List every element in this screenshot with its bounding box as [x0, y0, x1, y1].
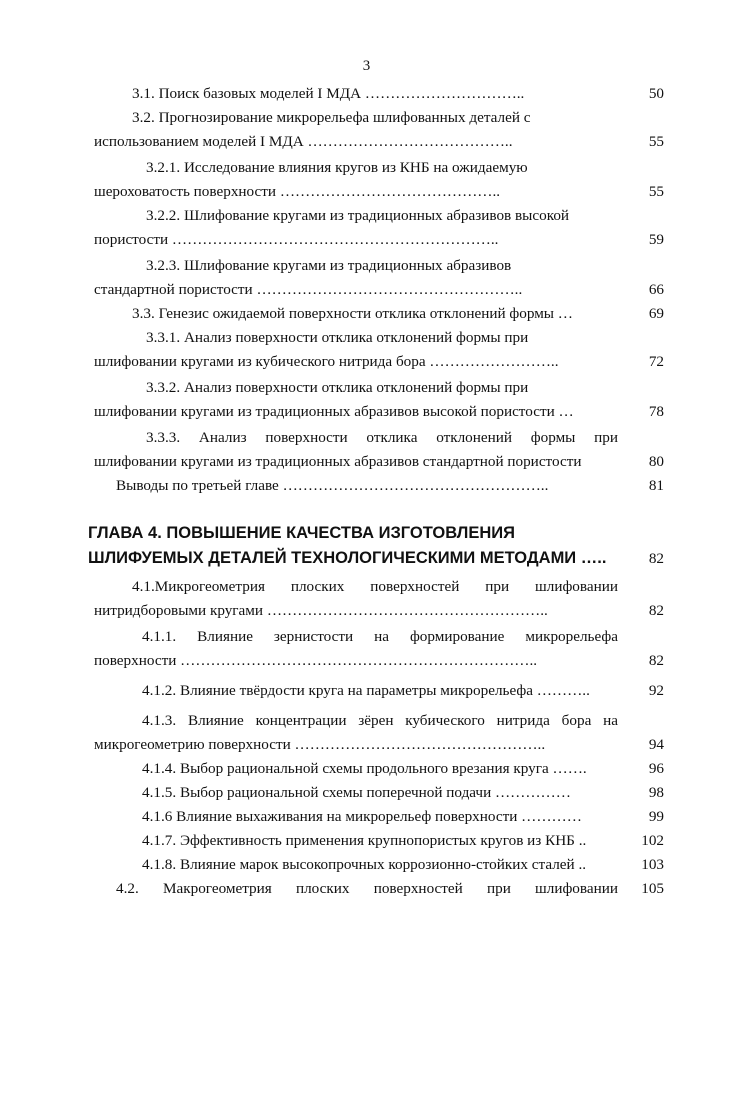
toc-entry-page: 96: [648, 760, 664, 777]
toc-entry-title-cont: нитридборовыми кругами ………………………………………………..: [94, 602, 548, 619]
toc-entry-3-3: [94, 302, 664, 326]
toc-entry-4-1-6: [94, 805, 664, 829]
toc-entry-title-cont: шероховатость поверхности ……………………………………..: [94, 183, 501, 200]
toc-entry-page: 82: [648, 652, 664, 669]
toc-entry-title: 4.1.Микрогеометрия плоских поверхностей при шлифовании: [132, 578, 618, 595]
toc-entry-title: 3.1. Поиск базовых моделей I МДА …………………………..: [132, 85, 525, 102]
toc-entry-title-cont: поверхности ……………………………………………………………..: [94, 652, 538, 669]
toc-entry-4-2: [94, 877, 664, 901]
toc-entry-title: 3.3.3. Анализ поверхности отклика отклонений формы при: [146, 429, 618, 446]
toc-entry-3-2-1: [94, 156, 664, 204]
toc-entry-4-1-7: [94, 829, 664, 853]
toc-entry-conclusions: [94, 474, 664, 498]
toc-entry-3-2-3: [94, 254, 664, 302]
toc-entry-page: 69: [648, 305, 664, 322]
toc-entry-page: 82: [648, 550, 664, 567]
toc-entry-title-cont: использованием моделей I МДА …………………………………..: [94, 133, 513, 150]
toc-entry-title-cont: стандартной пористости ……………………………………………..: [94, 281, 523, 298]
toc-entry-title: 3.3. Генезис ожидаемой поверхности отклика отклонений формы …: [132, 305, 573, 322]
chapter-title-line1: ГЛАВА 4. ПОВЫШЕНИЕ КАЧЕСТВА ИЗГОТОВЛЕНИЯ: [88, 524, 515, 542]
toc-entry-4-1-2: [94, 679, 664, 703]
toc-entry-title-cont: микрогеометрию поверхности …………………………………………..: [94, 736, 546, 753]
toc-entry-title: 4.1.2. Влияние твёрдости круга на параметры микрорельефа ………..: [142, 682, 590, 699]
page-number: 3: [362, 58, 371, 74]
toc-entry-3-3-3: [94, 426, 664, 474]
toc-entry-page: 102: [641, 832, 664, 849]
toc-entry-title: 3.2. Прогнозирование микрорельефа шлифованных деталей с: [132, 109, 531, 126]
toc-entry-4-1-8: [94, 853, 664, 877]
toc-entry-title: 3.3.2. Анализ поверхности отклика отклонений формы при: [146, 379, 529, 396]
toc-entry-3-1: [94, 82, 664, 106]
toc-entry-title: 4.1.4. Выбор рациональной схемы продольного врезания круга …….: [142, 760, 587, 777]
toc-entry-page: 103: [641, 856, 664, 873]
toc-entry-4-1-4: [94, 757, 664, 781]
toc-entry-title: 4.1.3. Влияние концентрации зёрен кубического нитрида бора на: [142, 712, 618, 729]
toc-entry-title: 4.2. Макрогеометрия плоских поверхностей при шлифовании: [116, 880, 618, 897]
toc-entry-title: Выводы по третьей главе ……………………………………………..: [116, 477, 549, 494]
toc-entry-title-cont: шлифовании кругами из традиционных абразивов стандартной пористости: [94, 453, 582, 470]
toc-entry-4-1-5: [94, 781, 664, 805]
toc-entry-title: 3.2.1. Исследование влияния кругов из КНБ на ожидаемую: [146, 159, 528, 176]
toc-entry-title: 4.1.7. Эффективность применения крупнопористых кругов из КНБ ..: [142, 832, 587, 849]
chapter-4-heading: [88, 521, 664, 571]
toc-entry-page: 105: [641, 880, 664, 897]
toc-entry-page: 72: [648, 353, 664, 370]
toc-entry-title: 4.1.5. Выбор рациональной схемы поперечной подачи ……………: [142, 784, 571, 801]
toc-entry-title: 3.2.2. Шлифование кругами из традиционных абразивов высокой: [146, 207, 570, 224]
toc-entry-title-cont: шлифовании кругами из традиционных абразивов высокой пористости …: [94, 403, 574, 420]
toc-entry-4-1-3: [94, 709, 664, 757]
chapter-title-line2: ШЛИФУЕМЫХ ДЕТАЛЕЙ ТЕХНОЛОГИЧЕСКИМИ МЕТОДАМИ …..: [88, 549, 607, 567]
toc-entry-3-2-2: [94, 204, 664, 252]
toc-entry-4-1: [94, 575, 664, 623]
toc-entry-title: 3.2.3. Шлифование кругами из традиционных абразивов: [146, 257, 512, 274]
toc-entry-page: 55: [648, 133, 664, 150]
table-of-contents: [88, 82, 664, 901]
toc-entry-3-3-2: [94, 376, 664, 424]
toc-entry-page: 55: [648, 183, 664, 200]
toc-entry-title: 4.1.8. Влияние марок высокопрочных коррозионно-стойких сталей ..: [142, 856, 587, 873]
toc-entry-title: 3.3.1. Анализ поверхности отклика отклонений формы при: [146, 329, 529, 346]
toc-entry-4-1-1: [94, 625, 664, 673]
toc-entry-page: 82: [648, 602, 664, 619]
toc-entry-page: 78: [648, 403, 664, 420]
toc-entry-title: 4.1.6 Влияние выхаживания на микрорельеф поверхности …………: [142, 808, 582, 825]
toc-entry-title: 4.1.1. Влияние зернистости на формирование микрорельефа: [142, 628, 618, 645]
toc-entry-page: 94: [648, 736, 664, 753]
toc-entry-page: 59: [648, 231, 664, 248]
toc-entry-title-cont: шлифовании кругами из кубического нитрида бора ……………………..: [94, 353, 559, 370]
toc-entry-page: 50: [648, 85, 664, 102]
toc-entry-page: 80: [648, 453, 664, 470]
toc-entry-page: 66: [648, 281, 664, 298]
toc-entry-3-3-1: [94, 326, 664, 374]
toc-entry-page: 98: [648, 784, 664, 801]
toc-entry-3-2: [94, 106, 664, 154]
toc-entry-page: 99: [648, 808, 664, 825]
toc-entry-page: 92: [648, 682, 664, 699]
toc-entry-page: 81: [648, 477, 664, 494]
toc-entry-title-cont: пористости ………………………………………………………..: [94, 231, 499, 248]
